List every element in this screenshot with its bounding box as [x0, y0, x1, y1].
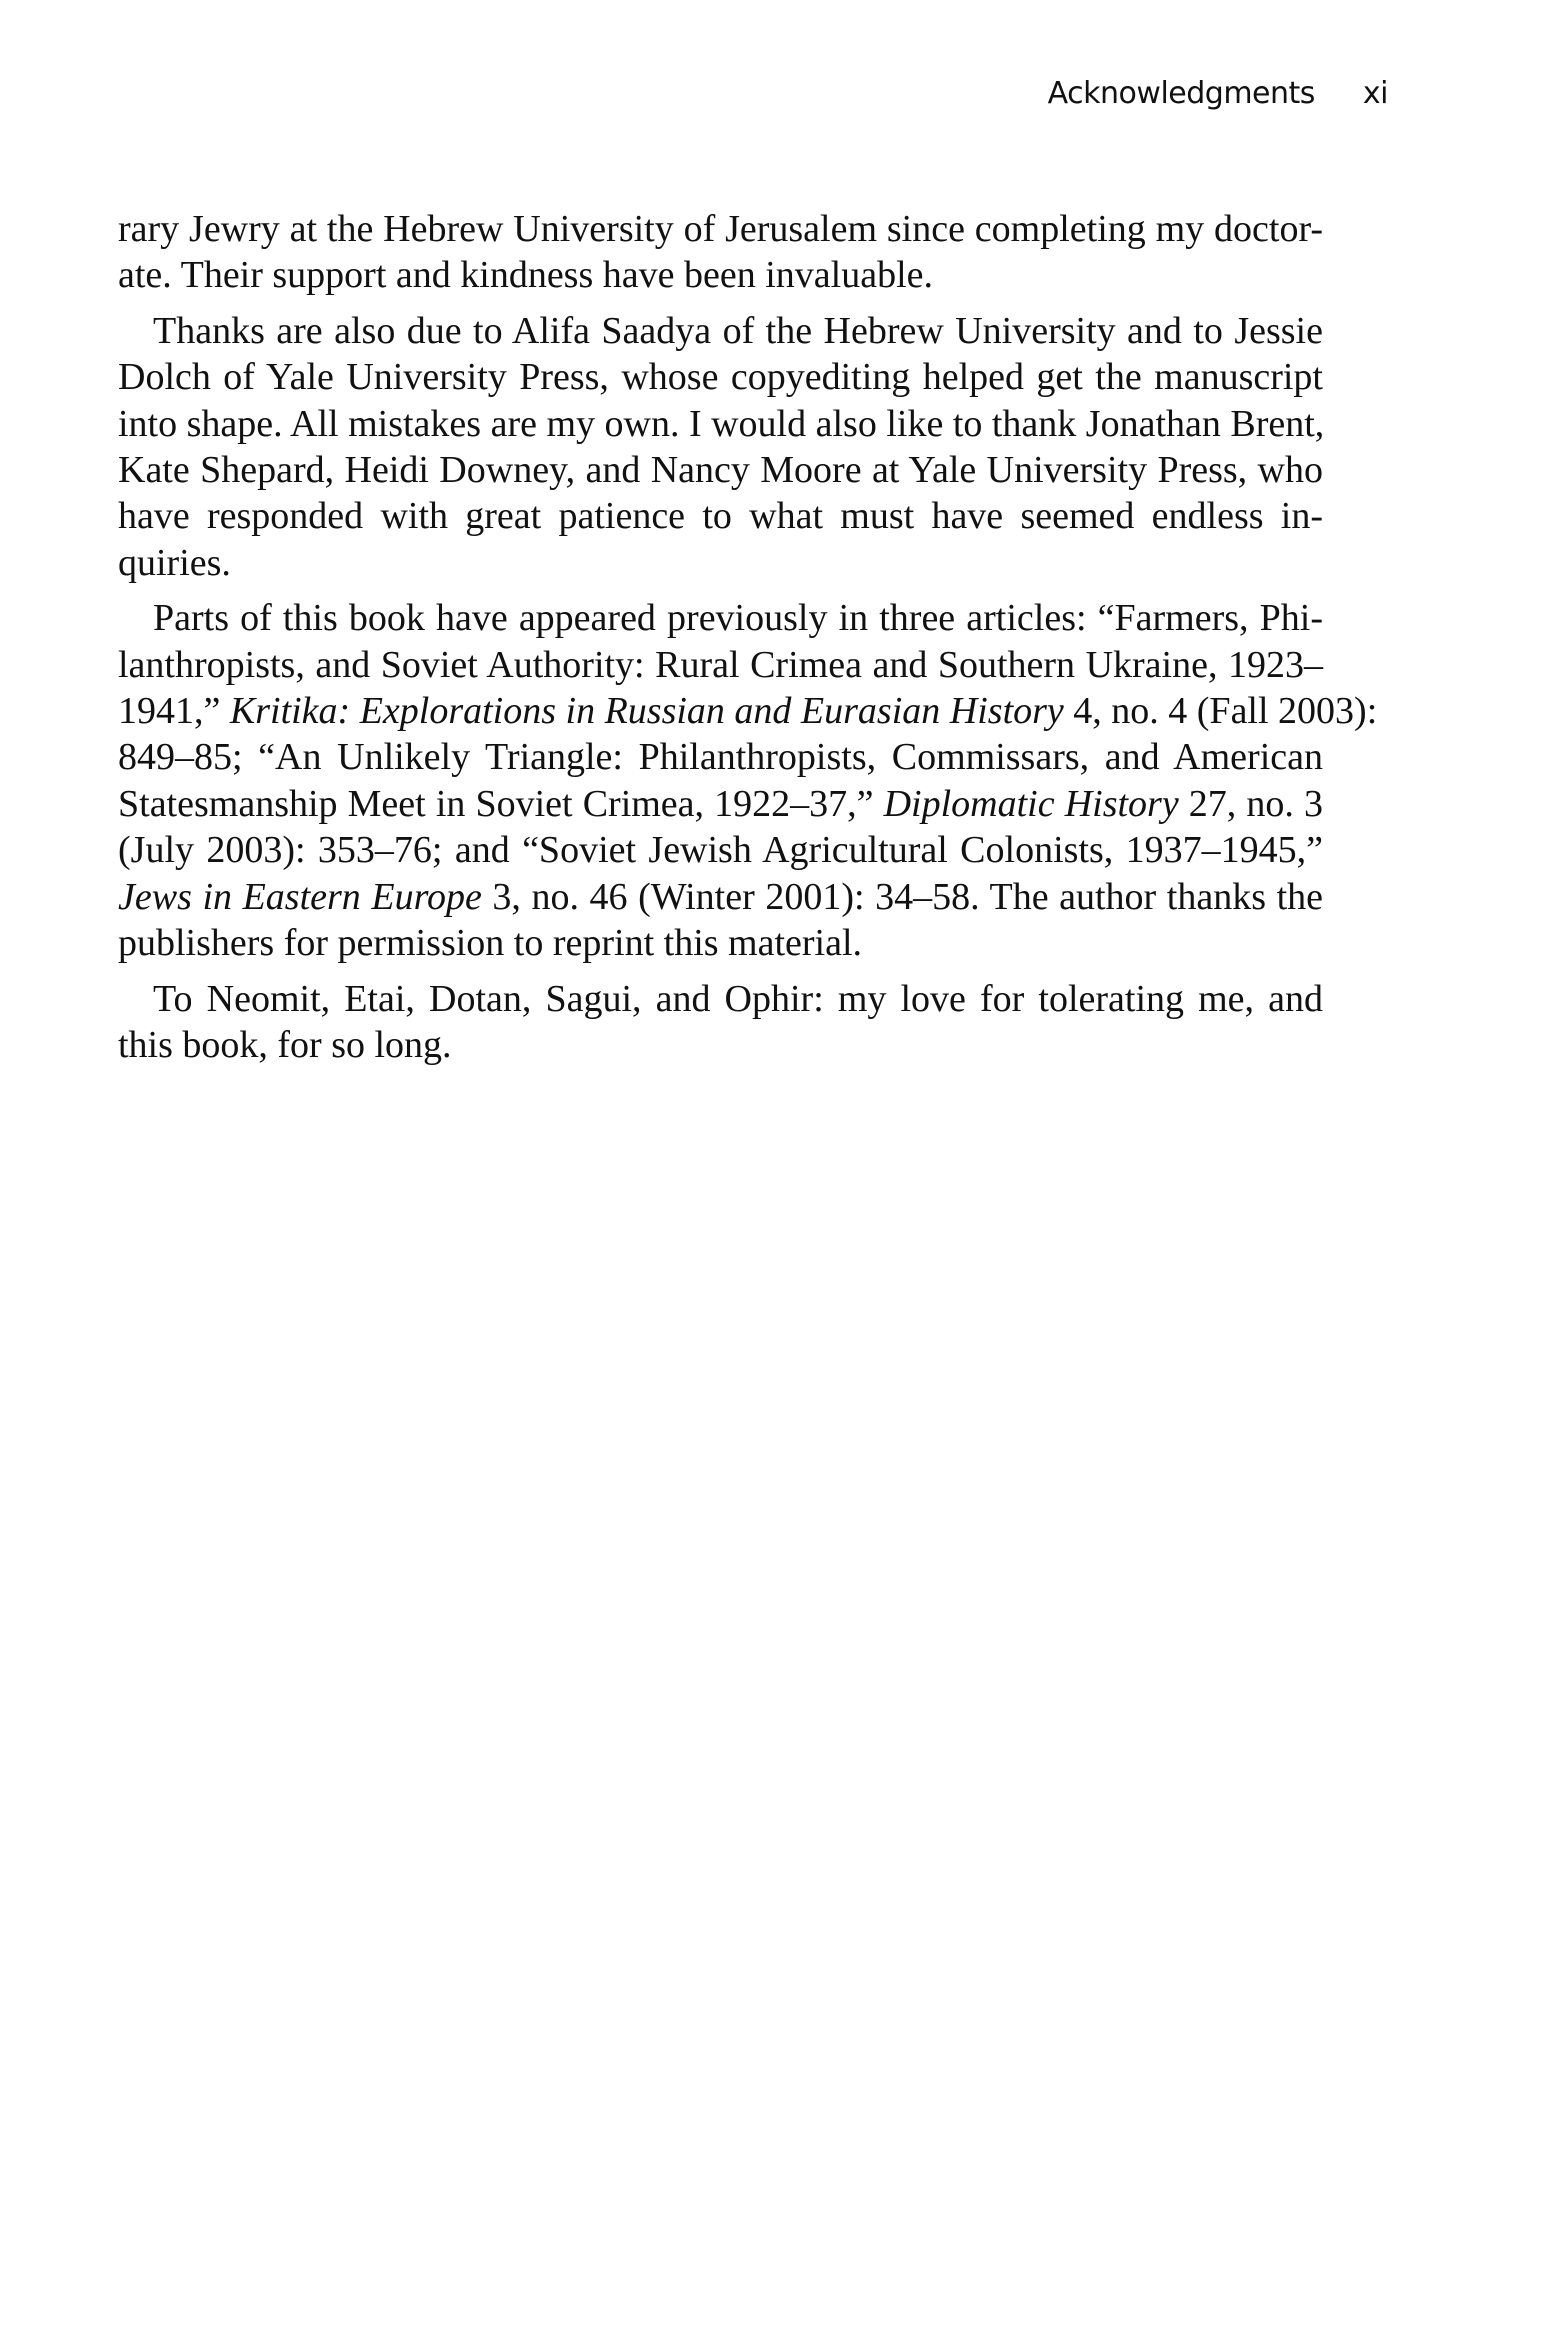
- text-run: lanthropists, and Soviet Authority: Rural Crimea and Southern Ukraine, 1923–: [118, 643, 1323, 686]
- text-run: 27, no. 3: [1178, 782, 1324, 825]
- text-run: 4, no. 4 (Fall 2003):: [1063, 690, 1378, 733]
- text-line: [118, 206, 1323, 252]
- italic-title: Jews in Eastern Europe: [118, 875, 482, 918]
- italic-title: Diplomatic History: [883, 782, 1179, 825]
- text-run: Statesmanship Meet in Soviet Crimea, 1922–37,”: [118, 782, 884, 825]
- text-line: [118, 493, 1323, 539]
- text-run: Kate Shepard, Heidi Downey, and Nancy Moore at Yale University Press, who: [118, 449, 1323, 492]
- paragraph: [118, 308, 1323, 586]
- running-head-title: Acknowledgments: [1047, 76, 1315, 111]
- text-line: [118, 308, 1323, 354]
- text-line: [118, 920, 1323, 966]
- text-line: [118, 781, 1323, 827]
- text-line: [118, 540, 1323, 586]
- text-run: have responded with great patience to what must have seemed endless in-: [118, 495, 1323, 538]
- text-run: To Neomit, Etai, Dotan, Sagui, and Ophir: my love for tolerating me, and: [153, 977, 1323, 1020]
- text-line: [118, 734, 1323, 780]
- text-line: [118, 827, 1323, 873]
- paragraph: [118, 206, 1323, 299]
- text-run: 1941,”: [118, 690, 230, 733]
- text-line: [118, 874, 1323, 920]
- text-run: Parts of this book have appeared previously in three articles: “Farmers, Phi-: [153, 597, 1323, 640]
- text-run: Thanks are also due to Alifa Saadya of the Hebrew University and to Jessie: [153, 309, 1323, 352]
- text-line: [118, 447, 1323, 493]
- text-run: ate. Their support and kindness have been invaluable.: [118, 254, 933, 297]
- paragraph: [118, 595, 1378, 966]
- text-line: [118, 642, 1323, 688]
- text-run: (July 2003): 353–76; and “Soviet Jewish Agricultural Colonists, 1937–1945,”: [118, 829, 1323, 872]
- text-run: Dolch of Yale University Press, whose copyediting helped get the manuscript: [118, 356, 1323, 399]
- text-run: this book, for so long.: [118, 1023, 452, 1066]
- text-run: 849–85; “An Unlikely Triangle: Philanthropists, Commissars, and American: [118, 736, 1323, 779]
- text-run: into shape. All mistakes are my own. I would also like to thank Jonathan Brent,: [118, 402, 1325, 445]
- page-number: xi: [1362, 76, 1388, 111]
- text-line: [118, 1022, 1323, 1068]
- text-run: 3, no. 46 (Winter 2001): 34–58. The author thanks the: [481, 875, 1323, 918]
- italic-title: Kritika: Explorations in Russian and Eurasian History: [229, 690, 1064, 733]
- text-line: [118, 595, 1323, 641]
- text-line: [118, 976, 1323, 1022]
- text-run: publishers for permission to reprint this material.: [118, 922, 863, 965]
- text-run: rary Jewry at the Hebrew University of Jerusalem since completing my doctor-: [118, 208, 1323, 250]
- running-head: [1048, 76, 1388, 111]
- text-line: [118, 354, 1323, 400]
- paragraph: [118, 976, 1323, 1069]
- text-line: [118, 401, 1323, 447]
- text-run: quiries.: [118, 541, 231, 584]
- text-line: [118, 252, 1323, 298]
- text-line: [118, 688, 1378, 734]
- body-text: [118, 206, 1378, 1068]
